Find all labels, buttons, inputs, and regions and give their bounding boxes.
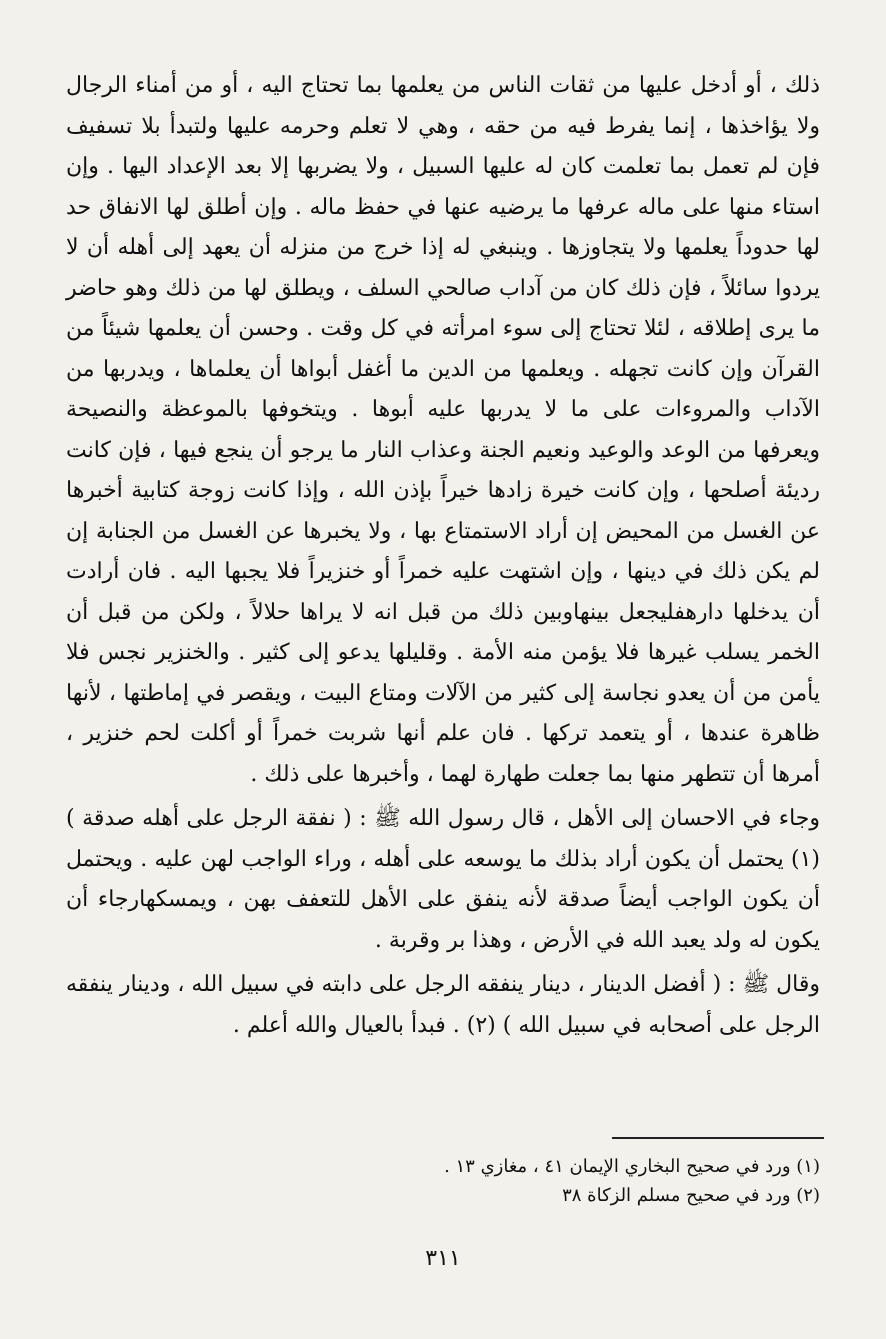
paragraph-1: ذلك ، أو أدخل عليها من ثقات الناس من يعلمها بما تحتاج اليه ، أو من أمناء الرجال ولا يؤاخذها ، إنما يفرط فيه من حقه ، وهي لا تعلم وحرمه عليها ولتبدأ بلا تسفيف فإن لم تعمل بما تعلمت كان له عليها السبيل ، ولا يضربها إلا بعد الإعداد اليها . وإن استاء منها على ماله عرفها ما يرضيه عنها في حفظ ماله . وإن أطلق لها الانفاق حد لها حدوداً يعلمها ولا يتجاوزها . وينبغي له إذا خرج من منزله أن يعهد إلى أهله أن لا يردوا سائلاً ، فإن ذلك كان من آداب صالحي السلف ، ويطلق لها من ذلك وهو حاضر ما يرى إطلاقه ، لئلا تحتاج إلى سوء امرأته في كل وقت . وحسن أن يعلمها شيئاً من القرآن وإن كانت تجهله . ويعلمها من الدين ما أغفل أبواها أن يعلماها ، ويدربها من الآداب والمروءات على ما لا يدربها عليه أبوها . ويتخوفها بالموعظة والنصيحة ويعرفها من الوعد والوعيد ونعيم الجنة وعذاب النار ما يرجو أن ينجع فيها ، فإن كانت رديئة أصلحها ، وإن كانت خيرة زادها خيراً بإذن الله ، وإذا كانت زوجة كتابية أخبرها عن الغسل من المحيض إن أراد الاستمتاع بها ، ولا يخبرها عن الغسل من الجنابة إن لم يكن ذلك في دينها ، وإن اشتهت عليه خمراً أو خنزيراً فلا يجبها اليه . فان أرادت أن يدخلها دارهفليجعل بينهاوبين ذلك من قبل انه لا يراها حلالاً ، ولكن من قبل أن الخمر يسلب غيرها فلا يؤمن منه الأمة . وقليلها يدعو إلى كثير . والخنزير نجس فلا يأمن من أن يعدو نجاسة إلى كثير من الآلات ومتاع البيت ، ويقصر في إماطتها ، لأنها ظاهرة عندها ، أو يتعمد تركها . فان علم أنها شربت خمراً أو أكلت لحم خنزير ، أمرها أن تتطهر منها بما جعلت طهارة لهما ، وأخبرها على ذلك . xyxy=(66,73,820,787)
footnotes xyxy=(66,1152,820,1210)
footnote-2: (٢) ورد في صحيح مسلم الزكاة ٣٨ xyxy=(562,1185,820,1206)
footnote-1: (١) ورد في صحيح البخاري الإيمان ٤١ ، مغازي ١٣ . xyxy=(444,1156,820,1177)
main-text xyxy=(66,66,820,1046)
paragraph-2: وجاء في الاحسان إلى الأهل ، قال رسول الله ﷺ : ( نفقة الرجل على أهله صدقة ) (١) يحتمل أن يكون أراد بذلك ما يوسعه على أهله ، وراء الواجب لهن عليه . ويحتمل أن يكون الواجب أيضاً صدقة لأنه ينفق على الأهل للتعفف بهن ، ويمسكهارجاء أن يكون له ولد يعبد الله في الأرض ، وهذا بر وقربة . xyxy=(66,806,820,953)
paragraph-3: وقال ﷺ : ( أفضل الدينار ، دينار ينفقه الرجل على دابته في سبيل الله ، ودينار ينفقه الرجل على أصحابه في سبيل الله ) (٢) . فبدأ بالعيال والله أعلم . xyxy=(66,972,820,1038)
page-number: ٣١١ xyxy=(425,1246,461,1271)
footnote-divider xyxy=(612,1137,824,1139)
